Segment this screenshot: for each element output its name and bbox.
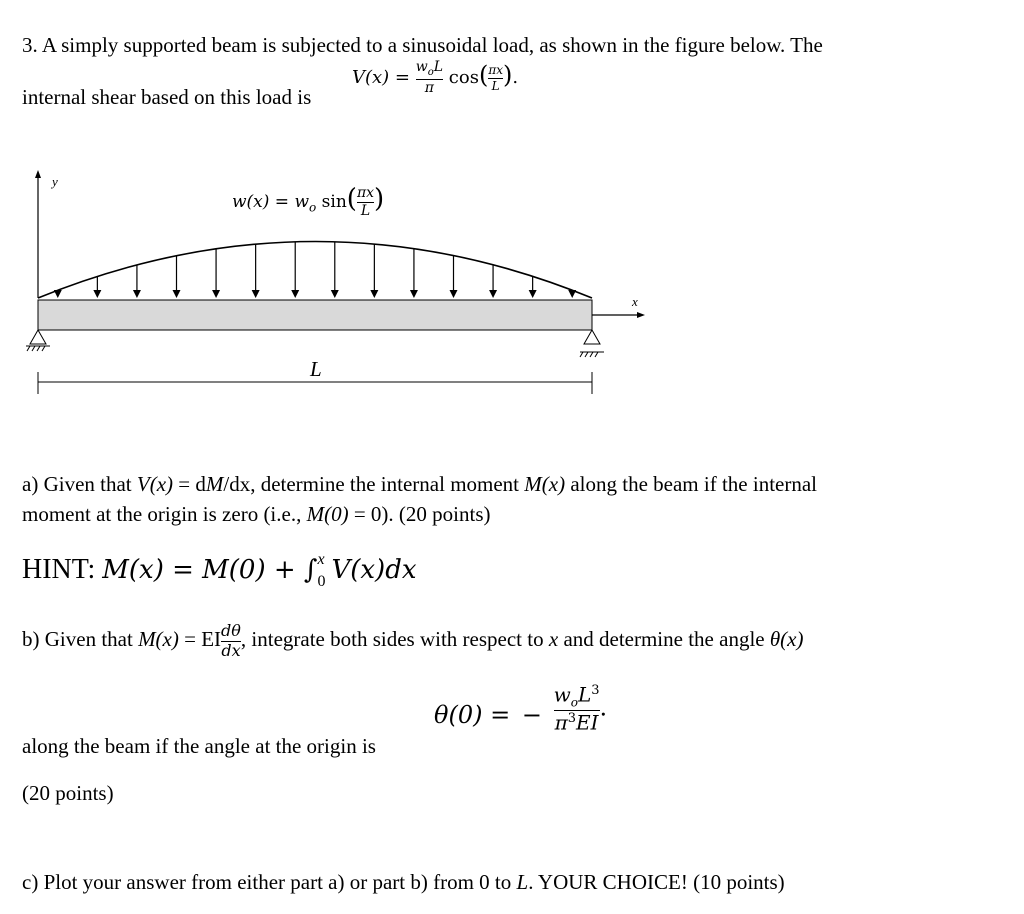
load-arrow-head	[212, 290, 220, 298]
load-sin: sin	[321, 192, 347, 212]
part-c-text-2: . YOUR CHOICE! (10 points)	[528, 870, 785, 894]
theta0-minus: −	[521, 701, 542, 730]
part-a-text-5: = 0). (20 points)	[348, 502, 491, 526]
hint-upper: x	[317, 551, 325, 568]
y-axis-label: y	[52, 174, 58, 189]
part-b-points	[22, 783, 114, 804]
left-ground-hatch	[27, 346, 45, 351]
shear-den: π	[424, 80, 434, 97]
load-arrow-head	[173, 290, 181, 298]
y-axis-arrowhead	[35, 170, 41, 178]
load-arrow-head	[133, 290, 141, 298]
deriv-den: dx	[221, 640, 241, 660]
part-a-text-4: moment at the origin is zero (i.e.,	[22, 502, 307, 526]
load-arrow-head	[489, 290, 497, 298]
hint-formula: M(x) = M(0) + ∫	[102, 555, 318, 585]
load-arrow-head	[410, 290, 418, 298]
part-a-vx: V(x)	[136, 472, 174, 496]
part-a-text-3: along the beam if the internal	[565, 472, 818, 496]
theta0-num-L: L	[577, 682, 592, 707]
theta0-den-EI: EI	[576, 710, 599, 735]
part-b-theta: θ(x)	[769, 627, 804, 651]
part-c-line	[22, 872, 785, 893]
part-a-line-1	[22, 474, 817, 495]
problem-line-1	[22, 35, 823, 56]
shear-end: .	[512, 67, 519, 88]
right-ground-hatch	[580, 352, 598, 357]
shear-num-w: w	[415, 59, 428, 75]
theta0-num-sub: o	[570, 695, 578, 710]
shear-arg-den: L	[491, 78, 500, 93]
part-a-m: M	[205, 472, 224, 496]
part-a-m0: M(0)	[306, 502, 349, 526]
theta0-num-w: w	[553, 682, 571, 707]
theta0-end: .	[599, 693, 608, 722]
hint-lower: 0	[317, 573, 326, 590]
load-arg-fraction	[357, 186, 374, 218]
load-arrows	[54, 242, 576, 298]
load-curve	[38, 242, 592, 299]
load-arrow-head	[529, 290, 537, 298]
theta0-den-sup: 3	[567, 711, 576, 727]
deriv-comma: ,	[240, 627, 247, 651]
load-formula: $w(x) = w_o$ sin( $\frac{\pi x}{L}$ )	[232, 184, 385, 219]
load-arrow-head	[252, 290, 260, 298]
load-lhs: w(x) = w	[232, 192, 310, 212]
part-a-text-1: a) Given that	[22, 472, 137, 496]
load-sub: o	[309, 200, 317, 215]
problem-intro-2: internal shear based on this load is	[22, 85, 312, 109]
problem-line-2	[22, 87, 311, 108]
load-arrow-head	[450, 290, 458, 298]
right-roller-support	[584, 330, 600, 344]
part-b-x: x	[548, 627, 559, 651]
load-arg-num: πx	[356, 185, 375, 202]
hint-integrand: V(x)dx	[331, 555, 417, 585]
shear-num-sub: o	[427, 66, 434, 78]
shear-fraction	[416, 60, 443, 96]
deriv-num: dθ	[221, 620, 241, 640]
part-b-mx: M(x)	[138, 627, 179, 651]
hint-line	[22, 551, 417, 590]
load-arrow-head	[54, 290, 62, 298]
part-b-eq: = EI	[178, 627, 222, 651]
part-b-text-4: along the beam if the angle at the origin is	[22, 734, 376, 758]
part-b-line-1	[22, 622, 803, 659]
part-b-text-2: integrate both sides with respect to	[246, 627, 549, 651]
load-arrow-head	[331, 290, 339, 298]
beam	[38, 300, 592, 330]
part-c-text-1: c) Plot your answer from either part a) or part b) from 0 to	[22, 870, 517, 894]
theta0-fraction	[554, 684, 600, 734]
shear-arg-fraction	[488, 64, 503, 92]
theta0-formula	[434, 684, 607, 734]
shear-formula: V(x) = $\frac{w_oL}{\pi}$ cos( $\frac{\pi x}{L}$ ).	[352, 59, 519, 97]
load-arrow-head	[370, 290, 378, 298]
hint-label: HINT:	[22, 554, 96, 585]
load-arrow-head	[568, 290, 576, 298]
part-a-eq: = d	[173, 472, 206, 496]
theta0-num-sup: 3	[591, 683, 600, 698]
load-arrow-head	[93, 290, 101, 298]
part-c-L: L	[516, 870, 529, 894]
theta0-lhs: θ(0) =	[434, 701, 511, 730]
part-b-text-3: and determine the angle	[558, 627, 770, 651]
x-axis-label: x	[632, 294, 638, 309]
deriv-fraction	[221, 620, 241, 660]
x-axis-arrowhead	[637, 312, 645, 318]
theta0-den-pi: π	[554, 710, 568, 735]
length-label: L	[310, 357, 322, 381]
left-pin-support	[30, 330, 46, 344]
part-b-text-1: b) Given that	[22, 627, 139, 651]
shear-arg-num: πx	[488, 62, 503, 77]
part-b-line-2	[22, 736, 376, 757]
shear-lhs: V(x) =	[352, 67, 410, 88]
part-b-points-text: (20 points)	[22, 781, 114, 805]
part-a-line-2	[22, 504, 491, 525]
shear-cos: cos	[448, 67, 479, 88]
shear-num-L: L	[433, 59, 444, 75]
load-arg-den: L	[360, 203, 371, 219]
part-a-mx: M(x)	[524, 472, 566, 496]
part-a-text-2: /dx, determine the internal moment	[223, 472, 525, 496]
load-arrow-head	[291, 290, 299, 298]
problem-intro-1: A simply supported beam is subjected to a sinusoidal load, as shown in the figure below. The	[41, 33, 823, 57]
problem-number: 3.	[22, 33, 38, 57]
